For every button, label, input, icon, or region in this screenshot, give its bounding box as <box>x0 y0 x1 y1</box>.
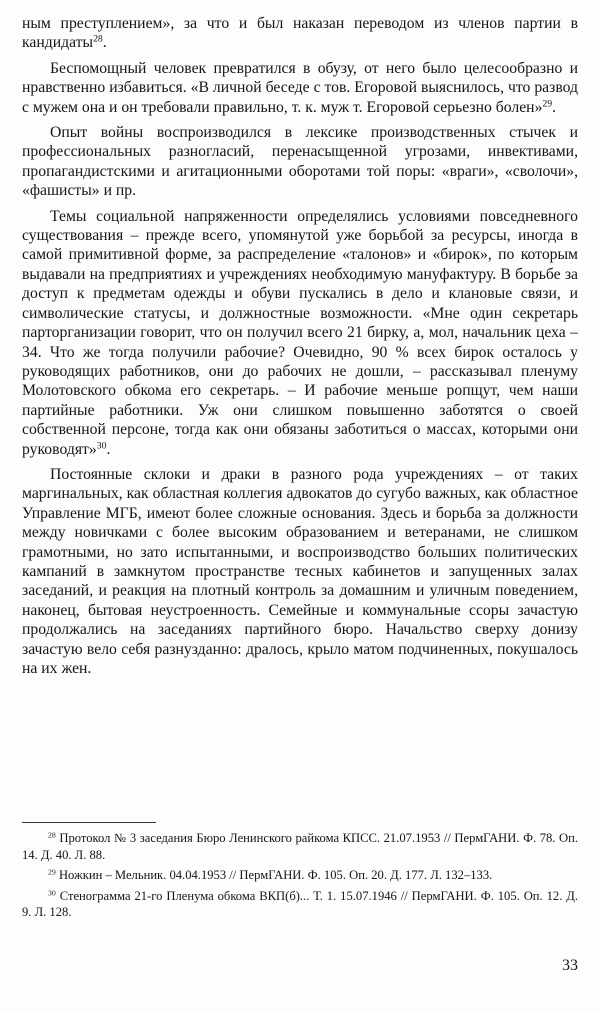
main-text <box>22 14 578 684</box>
footnote-30: $^{30}$ Стенограмма 21-го Пленума обкома ВКП(б)... Т. 1. 15.07.1946 // ПермГАНИ. Ф. 105. Оп. 12. Д. 9. Л. 128. <box>22 888 579 919</box>
footnote-ref-28[interactable]: 28 <box>93 34 103 46</box>
paragraph-1: ным преступлением», за что и был наказан переводом из членов партии в кандидаты$^{28}$. <box>22 15 578 52</box>
footnote-ref-29[interactable]: 29 <box>542 98 553 110</box>
footnote-divider <box>22 822 156 823</box>
page-number: 33 <box>562 957 578 974</box>
paragraph-4: Темы социальной напряженности определялись условиями повседневного существования – прежде всего, упомянутой уже борьбой за ресурсы, иногда в самой примитивной форме, за распределение «талонов» и «бирок», по которым выдавали на предприятиях и учреждениях необходимую мануфактуру. В борьбе за доступ к предметам одежды и обуви пускались в дело и клановые связи, и символические статусы, и должностные возможности. «Мне один секретарь парторганизации говорит, что он получил всего 21 бирку, а, мол, начальник цеха – 34. Что же тогда получили рабочие? Очевидно, 90 % всех бирок осталось у руководящих работников, они до рабочих не дошли, – рассказывал пленуму Молотовского обкома его секретарь. – И рабочие меньше ропщут, чем наши партийные работники. Уж они слишком повышенно заботятся о своей собственной персоне, тогда как они обязаны заботиться о массах, которыми они руководят»$^{30}$. <box>22 207 578 458</box>
footnote-29: $^{29}$ Ножкин – Мельник. 04.04.1953 // ПермГАНИ. Ф. 105. Оп. 20. Д. 177. Л. 132–133. <box>48 867 493 882</box>
footnotes <box>22 830 578 925</box>
paragraph-5: Постоянные склоки и драки в разного рода учреждениях – от таких маргинальных, как областная коллегия адвокатов до сугубо важных, как областное Управление МГБ, имеют более сложные основания. Здесь и борьба за должности между новичками с более высоким образованием и ветеранами, не слишком грамотными, но зато испытанными, и воспроизводство больших политических кампаний в замкнутом пространстве тесных кабинетов и запущенных залах заседаний, и реакция на плотный контроль за домашним и уличным поведением, наконец, бытовая неустроенность. Семейные и коммунальные ссоры зачастую продолжались на заседаниях партийного бюро. Начальство сверху донизу зачастую вело себя разнузданно: дралось, крыло матом подчиненных, покушалось на их жен. <box>22 465 578 677</box>
footnote-ref-30[interactable]: 30 <box>96 440 107 452</box>
paragraph-3: Опыт войны воспроизводился в лексике производственных стычек и профессиональных разногласий, перенасыщенной угрозами, инвективами, пропагандистскими и агитационными оборотами той поры: «враги», «сволочи», «фашисты» и пр. <box>22 124 578 200</box>
footnote-28: $^{28}$ Протокол № 3 заседания Бюро Ленинского райкома КПСС. 21.07.1953 // ПермГАНИ. Ф. 78. Оп. 14. Д. 40. Л. 88. <box>22 830 578 862</box>
paragraph-2: Беспомощный человек превратился в обузу, от него было целесообразно и нравственно избавиться. «В личной беседе с тов. Егоровой выяснилось, что развод с мужем она и он требовали правильно, т. к. муж т. Егоровой серьезно болен»$^{29}$. <box>22 59 578 116</box>
